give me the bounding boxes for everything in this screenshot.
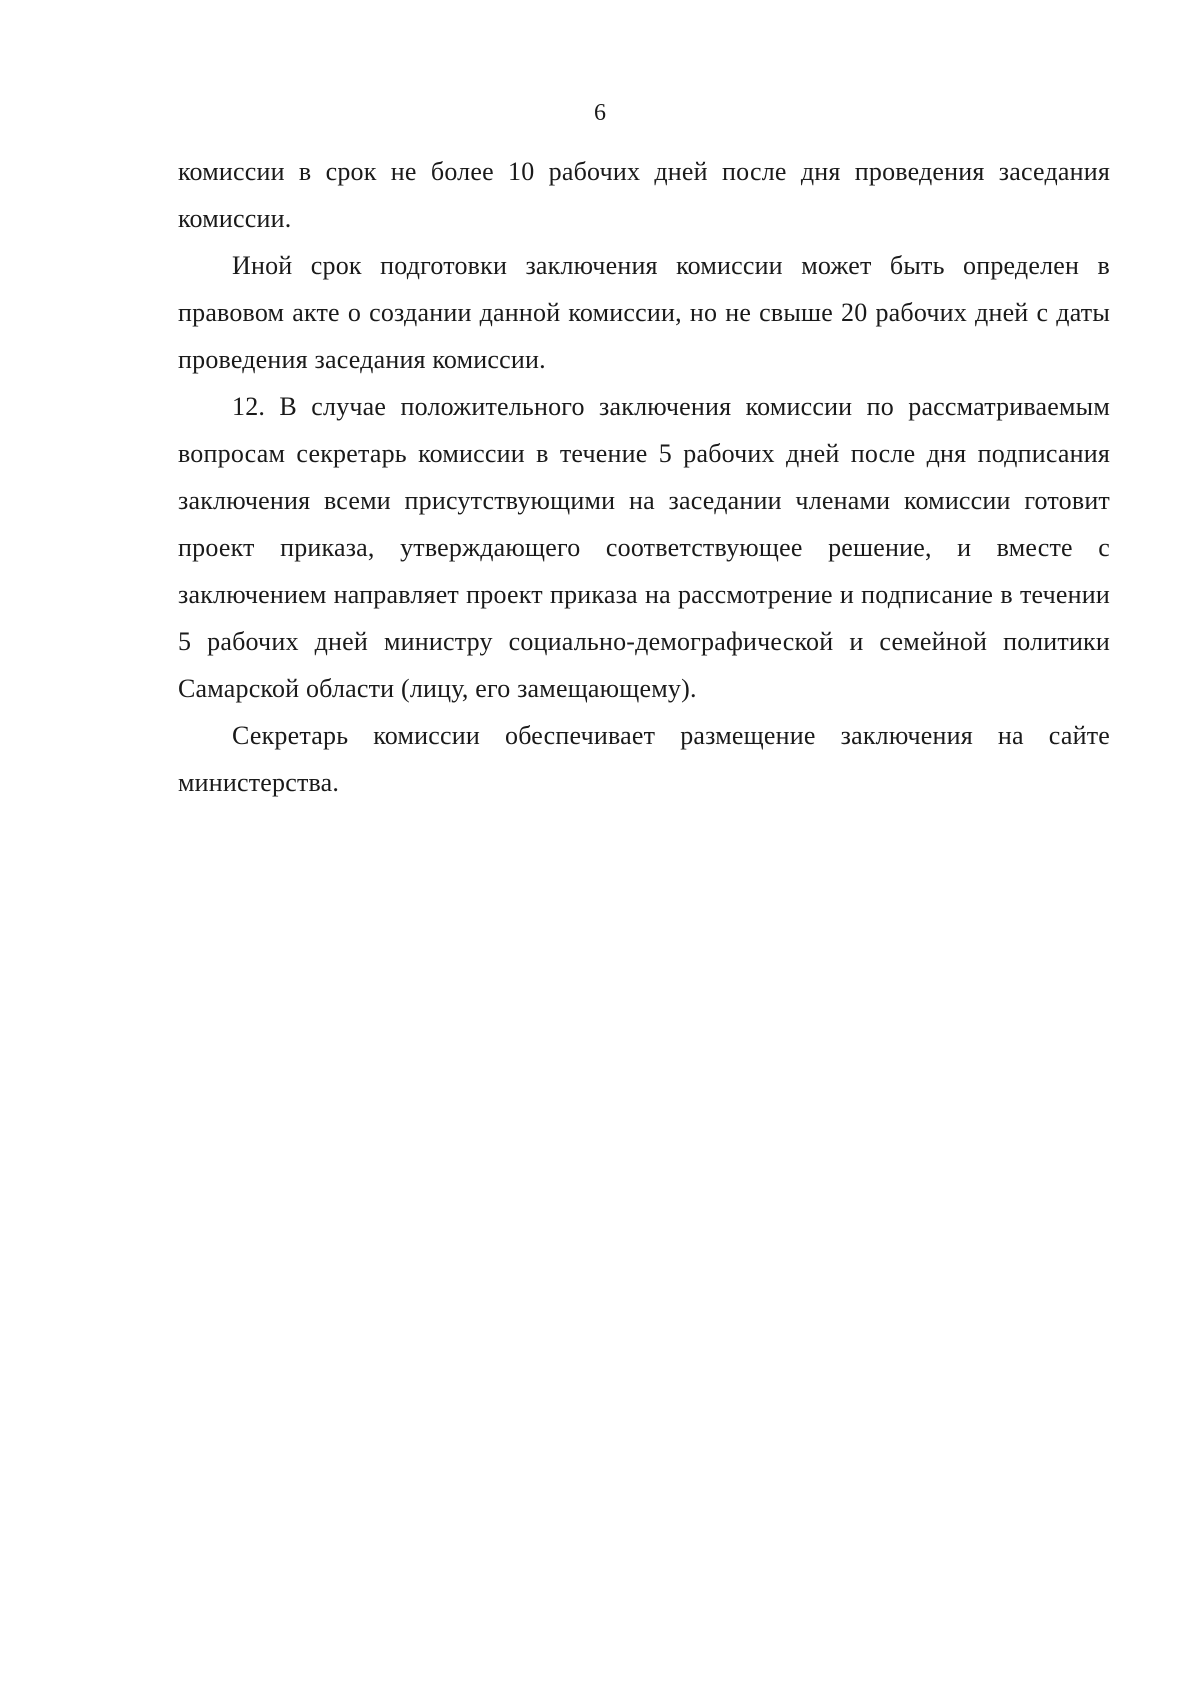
paragraph-other-deadline: Иной срок подготовки заключения комиссии может быть определен в правовом акте о создании данной комиссии, но не свыше 20 рабочих дней с даты проведения заседания комиссии.	[178, 251, 1110, 374]
paragraph-item-12: 12. В случае положительного заключения комиссии по рассматриваемым вопросам секретарь комиссии в течение 5 рабочих дней после дня подписания заключения всеми присутствующими на заседании членами комиссии готовит проект приказа, утверждающего соответствующее решение, и вместе с заключением направляет проект приказа на рассмотрение и подписание в течении 5 рабочих дней министру социально-демографической и семейной политики Самарской области (лицу, его замещающему).	[178, 392, 1110, 703]
page-number: 6	[594, 100, 606, 126]
paragraph-secretary-publication: Секретарь комиссии обеспечивает размещение заключения на сайте министерства.	[178, 721, 1110, 797]
paragraph-continuation: комиссии в срок не более 10 рабочих дней после дня проведения заседания комиссии.	[178, 157, 1110, 233]
document-body	[178, 148, 1110, 806]
